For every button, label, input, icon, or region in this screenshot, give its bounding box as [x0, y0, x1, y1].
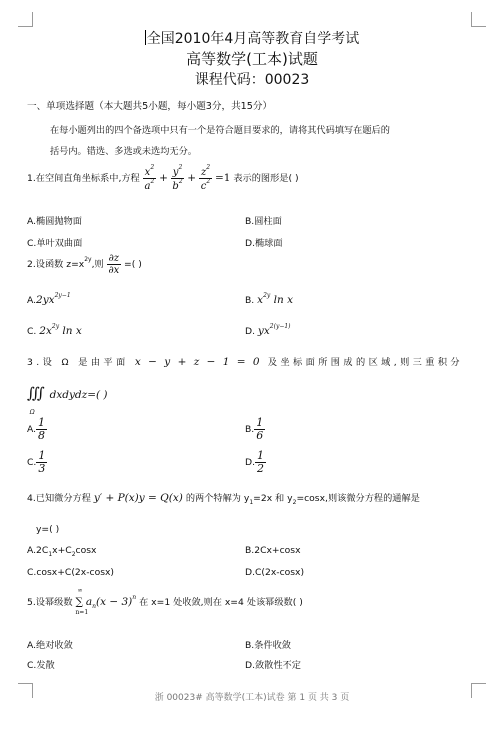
q2-option-d: D. $yx^{2(y-1)}$ — [245, 323, 291, 337]
question-1: 1.在空间直角坐标系中,方程 $\frac{x^2}{a^2}$ + $\frac{y^2}{b^2}$ + $\frac{z^2}{c^2}$ =1 表示的图形是( ) — [27, 164, 299, 192]
question-4: 4.已知微分方程 y′ + P(x)y = Q(x) 的两个特解为 $y_1=2x$ 和 $y_2=\cos x$,则该微分方程的通解是 — [27, 492, 420, 506]
section-title: 一、单项选择题（本大题共5小题，每小题3分，共15分） — [27, 101, 273, 112]
q5-option-a: A.绝对收敛 — [27, 640, 73, 651]
question-5-middle: 在 x=1 处收敛,则在 x=4 处该幂级数( ) — [139, 597, 303, 608]
question-3: 3.设 Ω 是由平面 x − y + z − 1 = 0 及坐标面所围成的区域,则三重积分 — [27, 356, 464, 368]
q4-option-a-part2: x+C — [52, 545, 72, 556]
q4-option-a: $A.2C_1x+C_2\cos x$ — [27, 545, 97, 558]
q3-option-c-label: C. — [27, 457, 37, 469]
q4-option-a-part3: cosx — [75, 545, 97, 556]
question-2-suffix: =( ) — [124, 259, 142, 270]
question-3-prefix: 3.设 Ω 是由平面 — [27, 357, 129, 368]
q2-option-d-label: D. — [245, 326, 255, 337]
fraction-y2-b2: $\frac{y^2}{b^2}$ — [172, 164, 183, 192]
question-3-middle: 及坐标面所围成的区域,则三重积分 — [267, 357, 464, 368]
q2-option-a-label: A. — [27, 295, 37, 306]
q4-option-d: D.C(2x-cosx) — [245, 567, 305, 578]
course-code: 课程代码：00023 — [194, 72, 310, 88]
instruction-line-2: 括号内。错选、多选或未选均无分。 — [50, 146, 197, 157]
question-4-middle: 的两个特解为 y — [185, 493, 250, 504]
question-2-prefix: 2.设函数 z=x — [27, 259, 85, 270]
q4-option-b: B.2Cx+cosx — [245, 545, 301, 556]
q3-option-a: A. $\frac{1}{8}$ — [27, 416, 46, 443]
q1-option-d: D.椭球面 — [245, 238, 283, 249]
question-2: 2.设函数 $z=x^{2y}$,则 $\frac{\partial z}{\partial x}$ =( ) — [27, 253, 142, 276]
corner-mark-top-left — [18, 12, 33, 27]
page-footer: 浙 00023# 高等数学(工本)试卷 第 1 页 共 3 页 — [154, 693, 350, 703]
question-3-integral: $∭_\Omega$ dxdydz=( ) — [27, 384, 108, 416]
q4-option-c: C.cosx+C(2x-cosx) — [27, 567, 115, 578]
question-1-prefix: 1.在空间直角坐标系中,方程 — [27, 173, 140, 184]
q1-option-a: A.椭圆抛物面 — [27, 216, 82, 227]
q5-option-d: D.敛散性不定 — [245, 660, 301, 671]
q3-option-d: D. $\frac{1}{2}$ — [245, 449, 264, 476]
q3-option-c: C. $\frac{1}{3}$ — [27, 449, 46, 476]
q3-option-b: B. $\frac{1}{6}$ — [245, 416, 264, 443]
question-5: 5.设幂级数 ∞ ∑ n=1 $a_n(x - 3)^n$ 在 x=1 处收敛,则在 x=4 处该幂级数( ) — [27, 587, 303, 616]
exam-subject: 高等数学(工本)试题 — [186, 50, 318, 68]
q3-option-a-label: A. — [27, 424, 37, 436]
q5-option-b: B.条件收敛 — [245, 640, 291, 651]
question-3-integrand: dxdydz=( ) — [49, 389, 108, 401]
question-2-prefix2: ,则 — [91, 259, 104, 270]
question-1-suffix: 表示的图形是( ) — [233, 173, 299, 184]
q3-option-b-label: B. — [245, 424, 255, 436]
instruction-line-1: 在每小题列出的四个备选项中只有一个是符合题目要求的，请将其代码填写在题后的 — [50, 125, 390, 136]
q2-option-c-label: C. — [27, 326, 37, 337]
q4-option-a-label: A.2C — [27, 545, 49, 556]
text-cursor — [145, 30, 146, 45]
fraction-z2-c2: $\frac{z^2}{c^2}$ — [200, 164, 211, 192]
q2-option-b: B. $x^{2y}$ ln x — [245, 292, 294, 306]
q1-option-c: C.单叶双曲面 — [27, 238, 83, 249]
fraction-dz-dx: $\frac{\partial z}{\partial x}$ — [108, 253, 120, 276]
q2-option-b-label: B. — [245, 295, 255, 306]
q3-option-d-label: D. — [245, 457, 255, 469]
exam-title-text: 全国2010年4月高等教育自学考试 — [146, 31, 360, 47]
q5-option-c: C.发散 — [27, 660, 55, 671]
q2-option-c: C. $2x^{2y}$ ln x — [27, 323, 82, 337]
exam-title — [0, 28, 504, 48]
question-4-prefix: 4.已知微分方程 — [27, 493, 91, 504]
q1-option-b: B.圆柱面 — [245, 216, 282, 227]
corner-mark-top-right — [471, 12, 486, 27]
question-4-text-b: =cosx,则该微分方程的通解是 — [296, 493, 420, 504]
q2-option-a: $A.2yx^{2y-1}$ — [27, 292, 71, 306]
question-4-answer: y=( ) — [36, 524, 60, 535]
question-4-text-a: =2x 和 y — [253, 493, 293, 504]
question-5-prefix: 5.设幂级数 — [27, 597, 73, 608]
fraction-x2-a2: $\frac{x^2}{a^2}$ — [144, 164, 155, 192]
